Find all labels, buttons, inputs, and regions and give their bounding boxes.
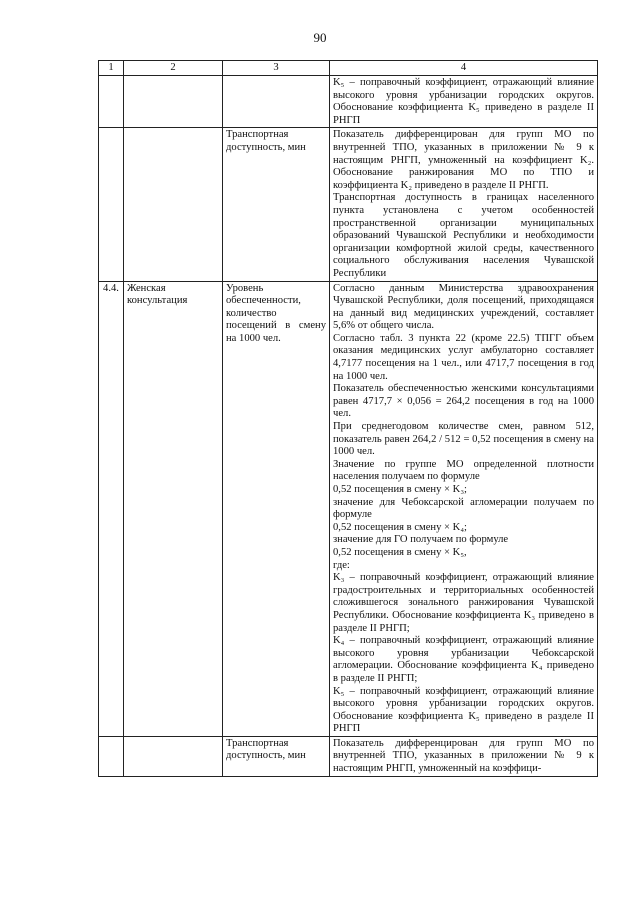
cell-indicator: Уровень обеспеченности, количество посещений в смену на 1000 чел. [223,281,330,736]
cell-num: 4.4. [99,281,124,736]
header-cell-3: 3 [223,61,330,76]
justification-paragraph: Значение по группе МО определенной плотности населения получаем по формуле [333,458,594,483]
cell-object: Женская консультация [124,281,223,736]
justification-paragraph: Транспортная доступность в границах населенного пункта установлена с учетом особенностей пространственной организации муниципальных образований Чувашской Республики и необходимости организации комфортной жилой среды, качественного социального обслуживания населения Чувашской Республики [333,192,594,279]
cell-indicator [223,76,330,128]
cell-justification [330,128,598,281]
coefficient-definition: K₄ – поправочный коэффициент, отражающий влияние высокого уровня урбанизации Чебоксарской агломерации. Обоснование коэффициента K₄ приведено в разделе II РНГП; [333,635,594,684]
cell-indicator: Транспортная доступность, мин [223,736,330,776]
table-row [99,736,598,776]
table-row [99,281,598,736]
cell-num [99,736,124,776]
justification-paragraph: где: [333,559,350,571]
justification-paragraph: Согласно данным Министерства здравоохранения Чувашской Республики, доля посещений, приходящаяся на данный вид медицинских учреждений, составляет 5,6% от общего числа. [333,282,594,332]
header-cell-2: 2 [124,61,223,76]
cell-object [124,736,223,776]
justification-paragraph: При среднегодовом количестве смен, равном 512, показатель равен 264,2 / 512 = 0,52 посещения в смену на 1000 чел. [333,421,594,458]
cell-justification: Показатель дифференцирован для групп МО по внутренней ТПО, указанных в приложении № 9 к настоящим РНГП, умноженный на коэффици- [330,736,598,776]
cell-num [99,128,124,281]
header-cell-1: 1 [99,61,124,76]
justification-paragraph: значение для ГО получаем по формуле [333,534,509,546]
formula-line: 0,52 посещения в смену × K₃; [333,484,467,495]
formula-line: 0,52 посещения в смену × K₄; [333,521,467,533]
page-number: 90 [313,30,327,45]
coefficient-definition: K₃ – поправочный коэффициент, отражающий влияние градостроительных и территориальных особенностей сложившегося зонального ранжирования Чувашской Республики. Обоснование коэффициента K₃ приведено в разделе II РНГП; [333,572,594,634]
table-row [99,128,598,281]
justification-paragraph: Показатель обеспеченностью женскими консультациями равен 4717,7 × 0,056 = 264,2 посещения в год на 1000 чел. [333,383,594,420]
table-header-row [99,61,598,76]
cell-num [99,76,124,128]
header-cell-4: 4 [330,61,598,76]
cell-justification: K₅ – поправочный коэффициент, отражающий влияние высокого уровня урбанизации городских округов. Обоснование коэффициента K₅ приведено в разделе II РНГП [330,76,598,128]
table-row [99,76,598,128]
justification-paragraph: Согласно табл. 3 пункта 22 (кроме 22.5) ТПГГ объем оказания медицинских услуг амбулаторно составляет 4,7177 посещения на 1 чел., или 4717,7 посещения в год на 1000 чел. [333,332,594,382]
justification-paragraph: значение для Чебоксарской агломерации получаем по формуле [333,496,594,521]
justification-paragraph: Показатель дифференцирован для групп МО по внутренней ТПО, указанных в приложении № 9 к настоящим РНГП, умноженный на коэффициент K₂. Обоснование ранжирования МО по ТПО и коэффициента K₂ приведено в разделе II РНГП. [333,129,594,191]
cell-indicator: Транспортная доступность, мин [223,128,330,281]
cell-justification [330,281,598,736]
norms-table [98,60,598,777]
cell-object [124,76,223,128]
cell-object [124,128,223,281]
formula-line: 0,52 посещения в смену × K₅, [333,546,467,558]
coefficient-definition: K₅ – поправочный коэффициент, отражающий влияние высокого уровня урбанизации городских округов. Обоснование коэффициента K₅ приведено в разделе II РНГП [333,685,594,735]
